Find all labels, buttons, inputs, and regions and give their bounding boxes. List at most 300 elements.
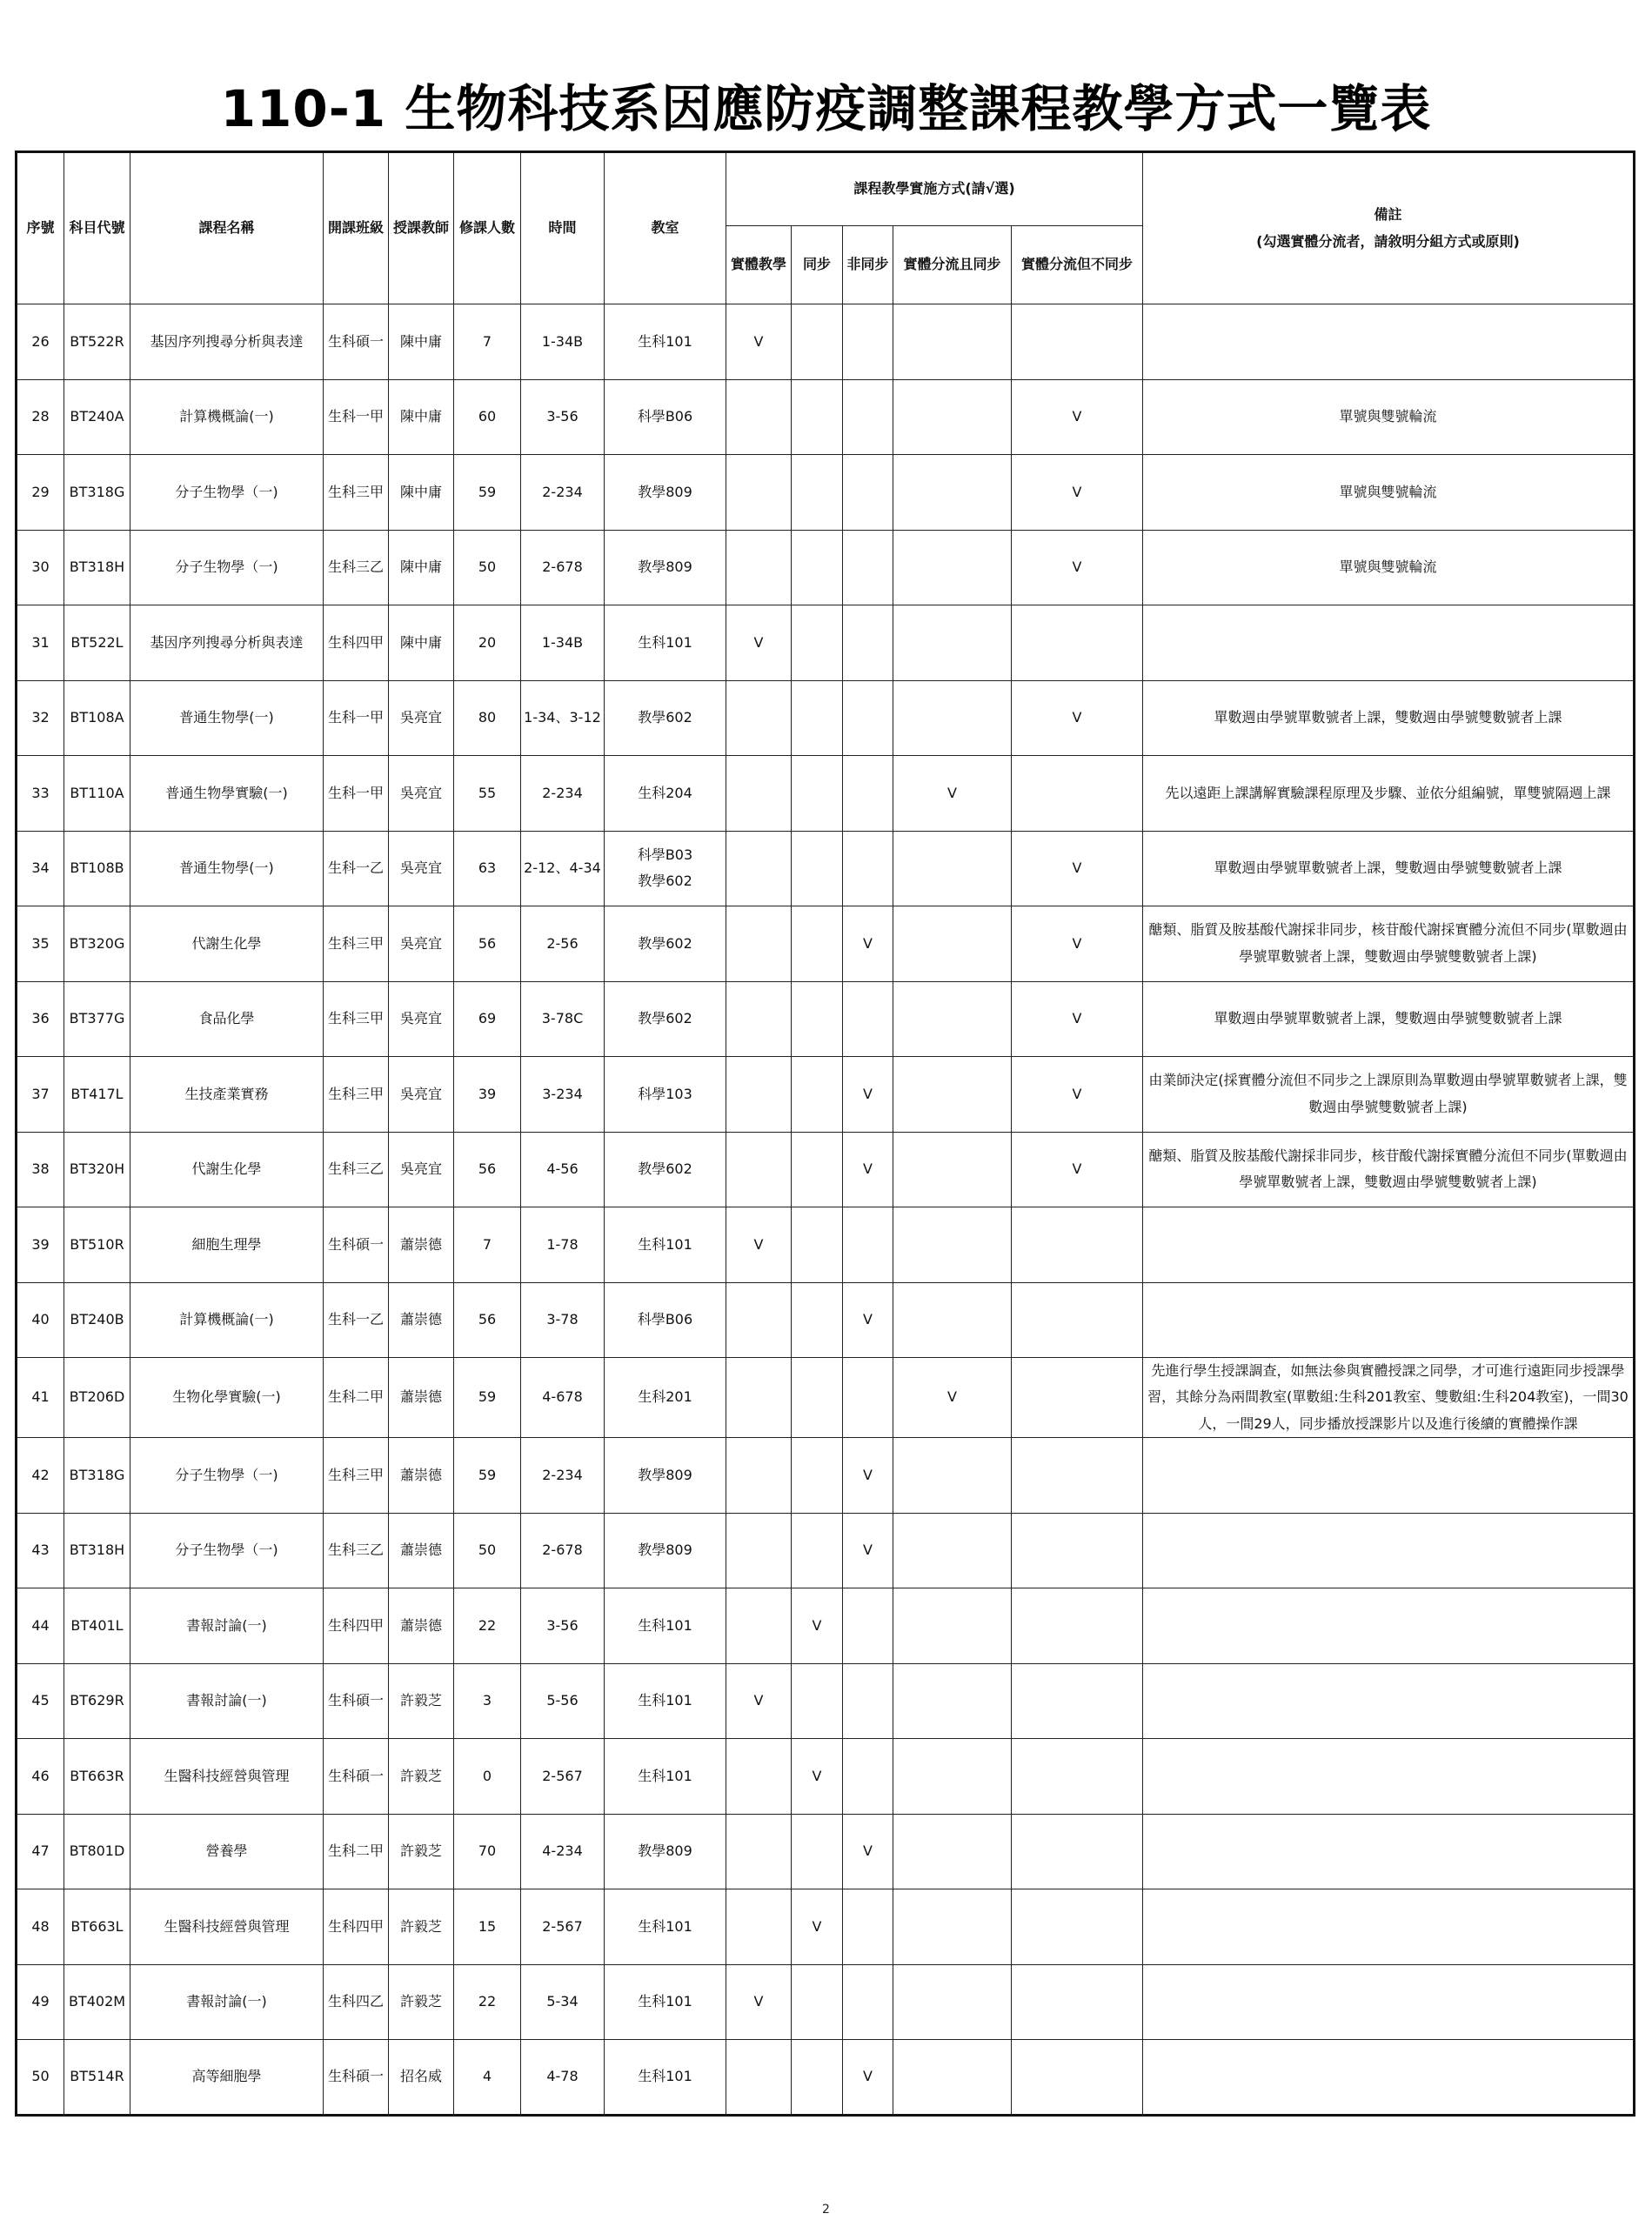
cell-time: 2-678 [521,1513,605,1588]
cell-method-split-sync [893,1132,1012,1207]
table-row [17,1964,1635,2040]
cell-time: 4-234 [521,1814,605,1889]
cell-method-split-nosync: V [1012,906,1143,982]
cell-method-split-sync [893,1438,1012,1514]
cell-class: 生科碩一 [324,1663,389,1739]
cell-class: 生科一甲 [324,680,389,756]
cell-method-split-sync [893,1739,1012,1815]
cell-method-split-nosync [1012,1814,1143,1889]
cell-code: BT206D [64,1358,130,1438]
table-row [17,1057,1635,1133]
cell-method-split-nosync [1012,1207,1143,1283]
header-seq: 序號 [17,152,64,304]
cell-code: BT108B [64,831,130,906]
cell-method-split-nosync [1012,1663,1143,1739]
cell-enroll: 7 [454,304,521,380]
cell-seq: 38 [17,1132,64,1207]
cell-room: 生科201 [605,1358,726,1438]
cell-teacher: 吳亮宜 [389,756,454,832]
cell-code: BT663L [64,1889,130,1965]
cell-remark [1143,2040,1635,2116]
cell-class: 生科碩一 [324,304,389,380]
cell-seq: 35 [17,906,64,982]
cell-time: 2-12、4-34 [521,831,605,906]
cell-seq: 29 [17,455,64,531]
cell-class: 生科三甲 [324,1057,389,1133]
cell-seq: 37 [17,1057,64,1133]
cell-seq: 33 [17,756,64,832]
cell-time: 3-78C [521,981,605,1057]
cell-seq: 36 [17,981,64,1057]
cell-enroll: 7 [454,1207,521,1283]
cell-method-split-nosync: V [1012,455,1143,531]
cell-method-split-sync [893,1282,1012,1358]
cell-code: BT318H [64,530,130,605]
cell-enroll: 70 [454,1814,521,1889]
cell-class: 生科一甲 [324,756,389,832]
cell-course: 計算機概論(一) [130,379,324,455]
cell-method-sync [792,2040,843,2116]
cell-class: 生科二甲 [324,1814,389,1889]
cell-class: 生科三乙 [324,1513,389,1588]
cell-method-sync [792,1358,843,1438]
cell-course: 代謝生化學 [130,906,324,982]
cell-method-split-sync [893,1889,1012,1965]
room-line: 教學602 [638,873,692,890]
cell-time: 3-56 [521,379,605,455]
cell-method-split-sync [893,530,1012,605]
cell-teacher: 陳中庸 [389,530,454,605]
cell-method-async [843,530,893,605]
cell-time: 5-56 [521,1663,605,1739]
table-header [17,152,1635,304]
table-row [17,455,1635,531]
cell-enroll: 3 [454,1663,521,1739]
header-remark-sub: (勾選實體分流者，請敘明分組方式或原則) [1256,232,1520,250]
cell-class: 生科碩一 [324,1207,389,1283]
cell-method-inperson [726,1282,792,1358]
cell-room: 科學103 [605,1057,726,1133]
cell-method-split-sync [893,906,1012,982]
cell-method-split-nosync: V [1012,379,1143,455]
table-row [17,2040,1635,2116]
cell-enroll: 50 [454,1513,521,1588]
cell-course: 生技產業實務 [130,1057,324,1133]
table-row [17,831,1635,906]
table-row [17,1739,1635,1815]
cell-class: 生科三甲 [324,906,389,982]
cell-method-async: V [843,906,893,982]
cell-enroll: 22 [454,1964,521,2040]
header-room: 教室 [605,152,726,304]
cell-method-split-nosync [1012,304,1143,380]
cell-method-inperson [726,906,792,982]
cell-seq: 30 [17,530,64,605]
cell-room: 科學B06 [605,379,726,455]
cell-course: 食品化學 [130,981,324,1057]
cell-course: 代謝生化學 [130,1132,324,1207]
cell-time: 2-56 [521,906,605,982]
cell-seq: 28 [17,379,64,455]
cell-method-async: V [843,1814,893,1889]
cell-method-inperson [726,680,792,756]
header-method-group: 課程教學實施方式(請√選) [726,152,1143,226]
cell-course: 書報討論(一) [130,1663,324,1739]
cell-method-inperson: V [726,1663,792,1739]
cell-time: 1-34B [521,605,605,681]
table-row [17,1207,1635,1283]
cell-teacher: 陳中庸 [389,379,454,455]
cell-remark [1143,304,1635,380]
cell-course: 分子生物學（一) [130,455,324,531]
cell-method-split-sync [893,1513,1012,1588]
cell-teacher: 蕭崇德 [389,1438,454,1514]
cell-class: 生科碩一 [324,2040,389,2116]
cell-time: 4-56 [521,1132,605,1207]
cell-seq: 40 [17,1282,64,1358]
cell-teacher: 吳亮宜 [389,680,454,756]
header-method-sync: 同步 [792,226,843,304]
cell-method-split-sync [893,1057,1012,1133]
cell-method-inperson [726,1814,792,1889]
cell-method-split-nosync [1012,2040,1143,2116]
page-number: 2 [822,2203,830,2217]
cell-course: 生醫科技經營與管理 [130,1739,324,1815]
cell-enroll: 0 [454,1739,521,1815]
cell-method-sync [792,1513,843,1588]
cell-method-async [843,1588,893,1664]
cell-enroll: 56 [454,906,521,982]
cell-enroll: 80 [454,680,521,756]
cell-seq: 39 [17,1207,64,1283]
cell-method-split-sync: V [893,756,1012,832]
cell-method-async [843,756,893,832]
cell-time: 4-678 [521,1358,605,1438]
cell-method-async [843,605,893,681]
header-course: 課程名稱 [130,152,324,304]
header-remark [1143,152,1635,304]
cell-seq: 43 [17,1513,64,1588]
cell-room: 生科101 [605,1739,726,1815]
header-method-async: 非同步 [843,226,893,304]
cell-method-async [843,680,893,756]
cell-method-inperson [726,981,792,1057]
cell-method-inperson [726,1739,792,1815]
cell-room: 教學602 [605,1132,726,1207]
cell-room: 生科101 [605,1588,726,1664]
cell-method-inperson: V [726,304,792,380]
cell-remark [1143,1282,1635,1358]
cell-room: 教學809 [605,1438,726,1514]
cell-seq: 44 [17,1588,64,1664]
cell-class: 生科碩一 [324,1739,389,1815]
cell-course: 普通生物學(一) [130,680,324,756]
cell-method-sync [792,1663,843,1739]
cell-method-inperson: V [726,605,792,681]
cell-method-async [843,1207,893,1283]
cell-method-inperson [726,379,792,455]
cell-class: 生科四乙 [324,1964,389,2040]
cell-method-async: V [843,1513,893,1588]
table-row [17,1438,1635,1514]
header-method-split-sync: 實體分流且同步 [893,226,1012,304]
cell-method-sync [792,605,843,681]
cell-method-sync [792,680,843,756]
cell-method-split-sync [893,605,1012,681]
cell-code: BT240A [64,379,130,455]
cell-method-split-sync [893,1588,1012,1664]
cell-method-sync: V [792,1889,843,1965]
header-method-inperson: 實體教學 [726,226,792,304]
cell-method-sync [792,379,843,455]
cell-teacher: 陳中庸 [389,605,454,681]
cell-enroll: 50 [454,530,521,605]
document-title: 110-1 生物科技系因應防疫調整課程教學方式一覽表 [220,79,1432,138]
cell-code: BT514R [64,2040,130,2116]
cell-method-inperson [726,1358,792,1438]
course-method-table [15,150,1635,2117]
table-row [17,1358,1635,1438]
cell-course: 普通生物學(一) [130,831,324,906]
cell-room: 生科101 [605,605,726,681]
cell-remark [1143,1814,1635,1889]
cell-method-inperson [726,1889,792,1965]
cell-method-split-sync [893,2040,1012,2116]
cell-method-split-sync [893,304,1012,380]
cell-code: BT401L [64,1588,130,1664]
cell-class: 生科四甲 [324,1889,389,1965]
cell-remark [1143,605,1635,681]
cell-method-split-nosync [1012,605,1143,681]
cell-seq: 49 [17,1964,64,2040]
cell-room: 生科204 [605,756,726,832]
cell-room: 生科101 [605,304,726,380]
cell-course: 基因序列搜尋分析與表達 [130,605,324,681]
cell-course: 營養學 [130,1814,324,1889]
cell-method-sync [792,831,843,906]
cell-method-split-nosync [1012,1513,1143,1588]
cell-remark: 單數週由學號單數號者上課，雙數週由學號雙數號者上課 [1143,981,1635,1057]
cell-remark: 單號與雙號輪流 [1143,455,1635,531]
cell-method-inperson [726,1513,792,1588]
cell-method-sync: V [792,1739,843,1815]
cell-method-split-nosync: V [1012,530,1143,605]
cell-room: 教學809 [605,1513,726,1588]
cell-room: 教學809 [605,455,726,531]
cell-enroll: 59 [454,1358,521,1438]
cell-method-sync: V [792,1588,843,1664]
table-row [17,1889,1635,1965]
cell-enroll: 22 [454,1588,521,1664]
cell-method-sync [792,530,843,605]
cell-teacher: 陳中庸 [389,455,454,531]
cell-seq: 34 [17,831,64,906]
header-teacher: 授課教師 [389,152,454,304]
cell-remark [1143,1207,1635,1283]
cell-remark: 單號與雙號輪流 [1143,530,1635,605]
cell-code: BT110A [64,756,130,832]
cell-method-split-nosync [1012,1282,1143,1358]
cell-method-split-nosync [1012,1964,1143,2040]
cell-course: 分子生物學（一) [130,530,324,605]
cell-time: 2-234 [521,1438,605,1514]
header-remark-title: 備註 [1374,206,1402,224]
cell-class: 生科三乙 [324,1132,389,1207]
cell-code: BT510R [64,1207,130,1283]
table-row [17,756,1635,832]
cell-class: 生科三乙 [324,530,389,605]
cell-code: BT629R [64,1663,130,1739]
cell-method-split-nosync: V [1012,1132,1143,1207]
cell-method-split-nosync [1012,1739,1143,1815]
cell-method-split-sync [893,1964,1012,2040]
cell-room [605,831,726,906]
cell-method-inperson [726,1057,792,1133]
cell-room: 教學809 [605,1814,726,1889]
cell-method-async [843,1739,893,1815]
cell-class: 生科三甲 [324,1438,389,1514]
cell-teacher: 許毅芝 [389,1814,454,1889]
cell-code: BT318H [64,1513,130,1588]
cell-time: 3-78 [521,1282,605,1358]
cell-method-async: V [843,1282,893,1358]
cell-enroll: 56 [454,1132,521,1207]
cell-method-split-sync [893,1207,1012,1283]
cell-class: 生科三甲 [324,981,389,1057]
table-row [17,304,1635,380]
table-row [17,981,1635,1057]
cell-seq: 48 [17,1889,64,1965]
cell-enroll: 55 [454,756,521,832]
cell-seq: 26 [17,304,64,380]
cell-method-split-nosync [1012,1588,1143,1664]
cell-code: BT108A [64,680,130,756]
cell-method-async [843,379,893,455]
cell-class: 生科一乙 [324,831,389,906]
cell-method-sync [792,906,843,982]
cell-method-async [843,1964,893,2040]
cell-room: 科學B06 [605,1282,726,1358]
cell-course: 生物化學實驗(一) [130,1358,324,1438]
header-code: 科目代號 [64,152,130,304]
cell-teacher: 蕭崇德 [389,1282,454,1358]
cell-code: BT801D [64,1814,130,1889]
cell-seq: 41 [17,1358,64,1438]
header-enroll: 修課人數 [454,152,521,304]
table-row [17,1588,1635,1664]
cell-method-split-sync [893,981,1012,1057]
cell-method-inperson: V [726,1964,792,2040]
cell-room: 生科101 [605,1889,726,1965]
cell-method-async: V [843,1132,893,1207]
cell-enroll: 69 [454,981,521,1057]
table-row [17,906,1635,982]
table-row [17,1663,1635,1739]
cell-room: 生科101 [605,1964,726,2040]
table-row [17,680,1635,756]
header-class: 開課班級 [324,152,389,304]
table-row [17,1282,1635,1358]
cell-teacher: 許毅芝 [389,1739,454,1815]
cell-method-sync [792,1814,843,1889]
cell-remark [1143,1513,1635,1588]
cell-class: 生科一甲 [324,379,389,455]
cell-time: 2-567 [521,1739,605,1815]
cell-remark: 單數週由學號單數號者上課，雙數週由學號雙數號者上課 [1143,831,1635,906]
cell-enroll: 4 [454,2040,521,2116]
cell-enroll: 59 [454,1438,521,1514]
cell-method-inperson [726,455,792,531]
cell-room: 教學602 [605,981,726,1057]
cell-teacher: 吳亮宜 [389,1132,454,1207]
cell-time: 2-678 [521,530,605,605]
cell-method-async [843,304,893,380]
cell-seq: 31 [17,605,64,681]
cell-method-split-sync [893,1663,1012,1739]
cell-remark: 先以遠距上課講解實驗課程原理及步驟、並依分組編號，單雙號隔週上課 [1143,756,1635,832]
cell-method-inperson [726,1588,792,1664]
cell-time: 1-34、3-12 [521,680,605,756]
cell-teacher: 蕭崇德 [389,1358,454,1438]
cell-code: BT663R [64,1739,130,1815]
cell-course: 高等細胞學 [130,2040,324,2116]
cell-code: BT318G [64,455,130,531]
cell-teacher: 許毅芝 [389,1964,454,2040]
cell-time: 2-567 [521,1889,605,1965]
table-row [17,605,1635,681]
cell-room: 教學809 [605,530,726,605]
cell-method-async [843,831,893,906]
cell-method-async: V [843,1438,893,1514]
cell-method-split-sync [893,680,1012,756]
cell-enroll: 39 [454,1057,521,1133]
cell-method-split-sync [893,455,1012,531]
cell-seq: 46 [17,1739,64,1815]
cell-method-async: V [843,1057,893,1133]
cell-enroll: 20 [454,605,521,681]
cell-code: BT522R [64,304,130,380]
cell-course: 書報討論(一) [130,1964,324,2040]
cell-remark: 由業師決定(採實體分流但不同步之上課原則為單數週由學號單數號者上課，雙數週由學號雙數號者上課) [1143,1057,1635,1133]
cell-code: BT320G [64,906,130,982]
cell-method-split-nosync [1012,1358,1143,1438]
cell-enroll: 15 [454,1889,521,1965]
table-row [17,530,1635,605]
cell-enroll: 56 [454,1282,521,1358]
cell-remark [1143,1438,1635,1514]
cell-class: 生科四甲 [324,605,389,681]
cell-time: 5-34 [521,1964,605,2040]
cell-teacher: 許毅芝 [389,1663,454,1739]
cell-method-inperson: V [726,1207,792,1283]
cell-remark: 單號與雙號輪流 [1143,379,1635,455]
cell-seq: 45 [17,1663,64,1739]
cell-method-split-nosync [1012,756,1143,832]
cell-teacher: 招名威 [389,2040,454,2116]
cell-class: 生科三甲 [324,455,389,531]
cell-remark: 醣類、脂質及胺基酸代謝採非同步，核苷酸代謝採實體分流但不同步(單數週由學號單數號者上課，雙數週由學號雙數號者上課) [1143,906,1635,982]
cell-method-async [843,1889,893,1965]
cell-seq: 50 [17,2040,64,2116]
cell-method-sync [792,304,843,380]
cell-code: BT377G [64,981,130,1057]
cell-teacher: 吳亮宜 [389,981,454,1057]
cell-room: 生科101 [605,2040,726,2116]
cell-room: 教學602 [605,680,726,756]
cell-method-inperson [726,2040,792,2116]
cell-code: BT320H [64,1132,130,1207]
table-row [17,379,1635,455]
